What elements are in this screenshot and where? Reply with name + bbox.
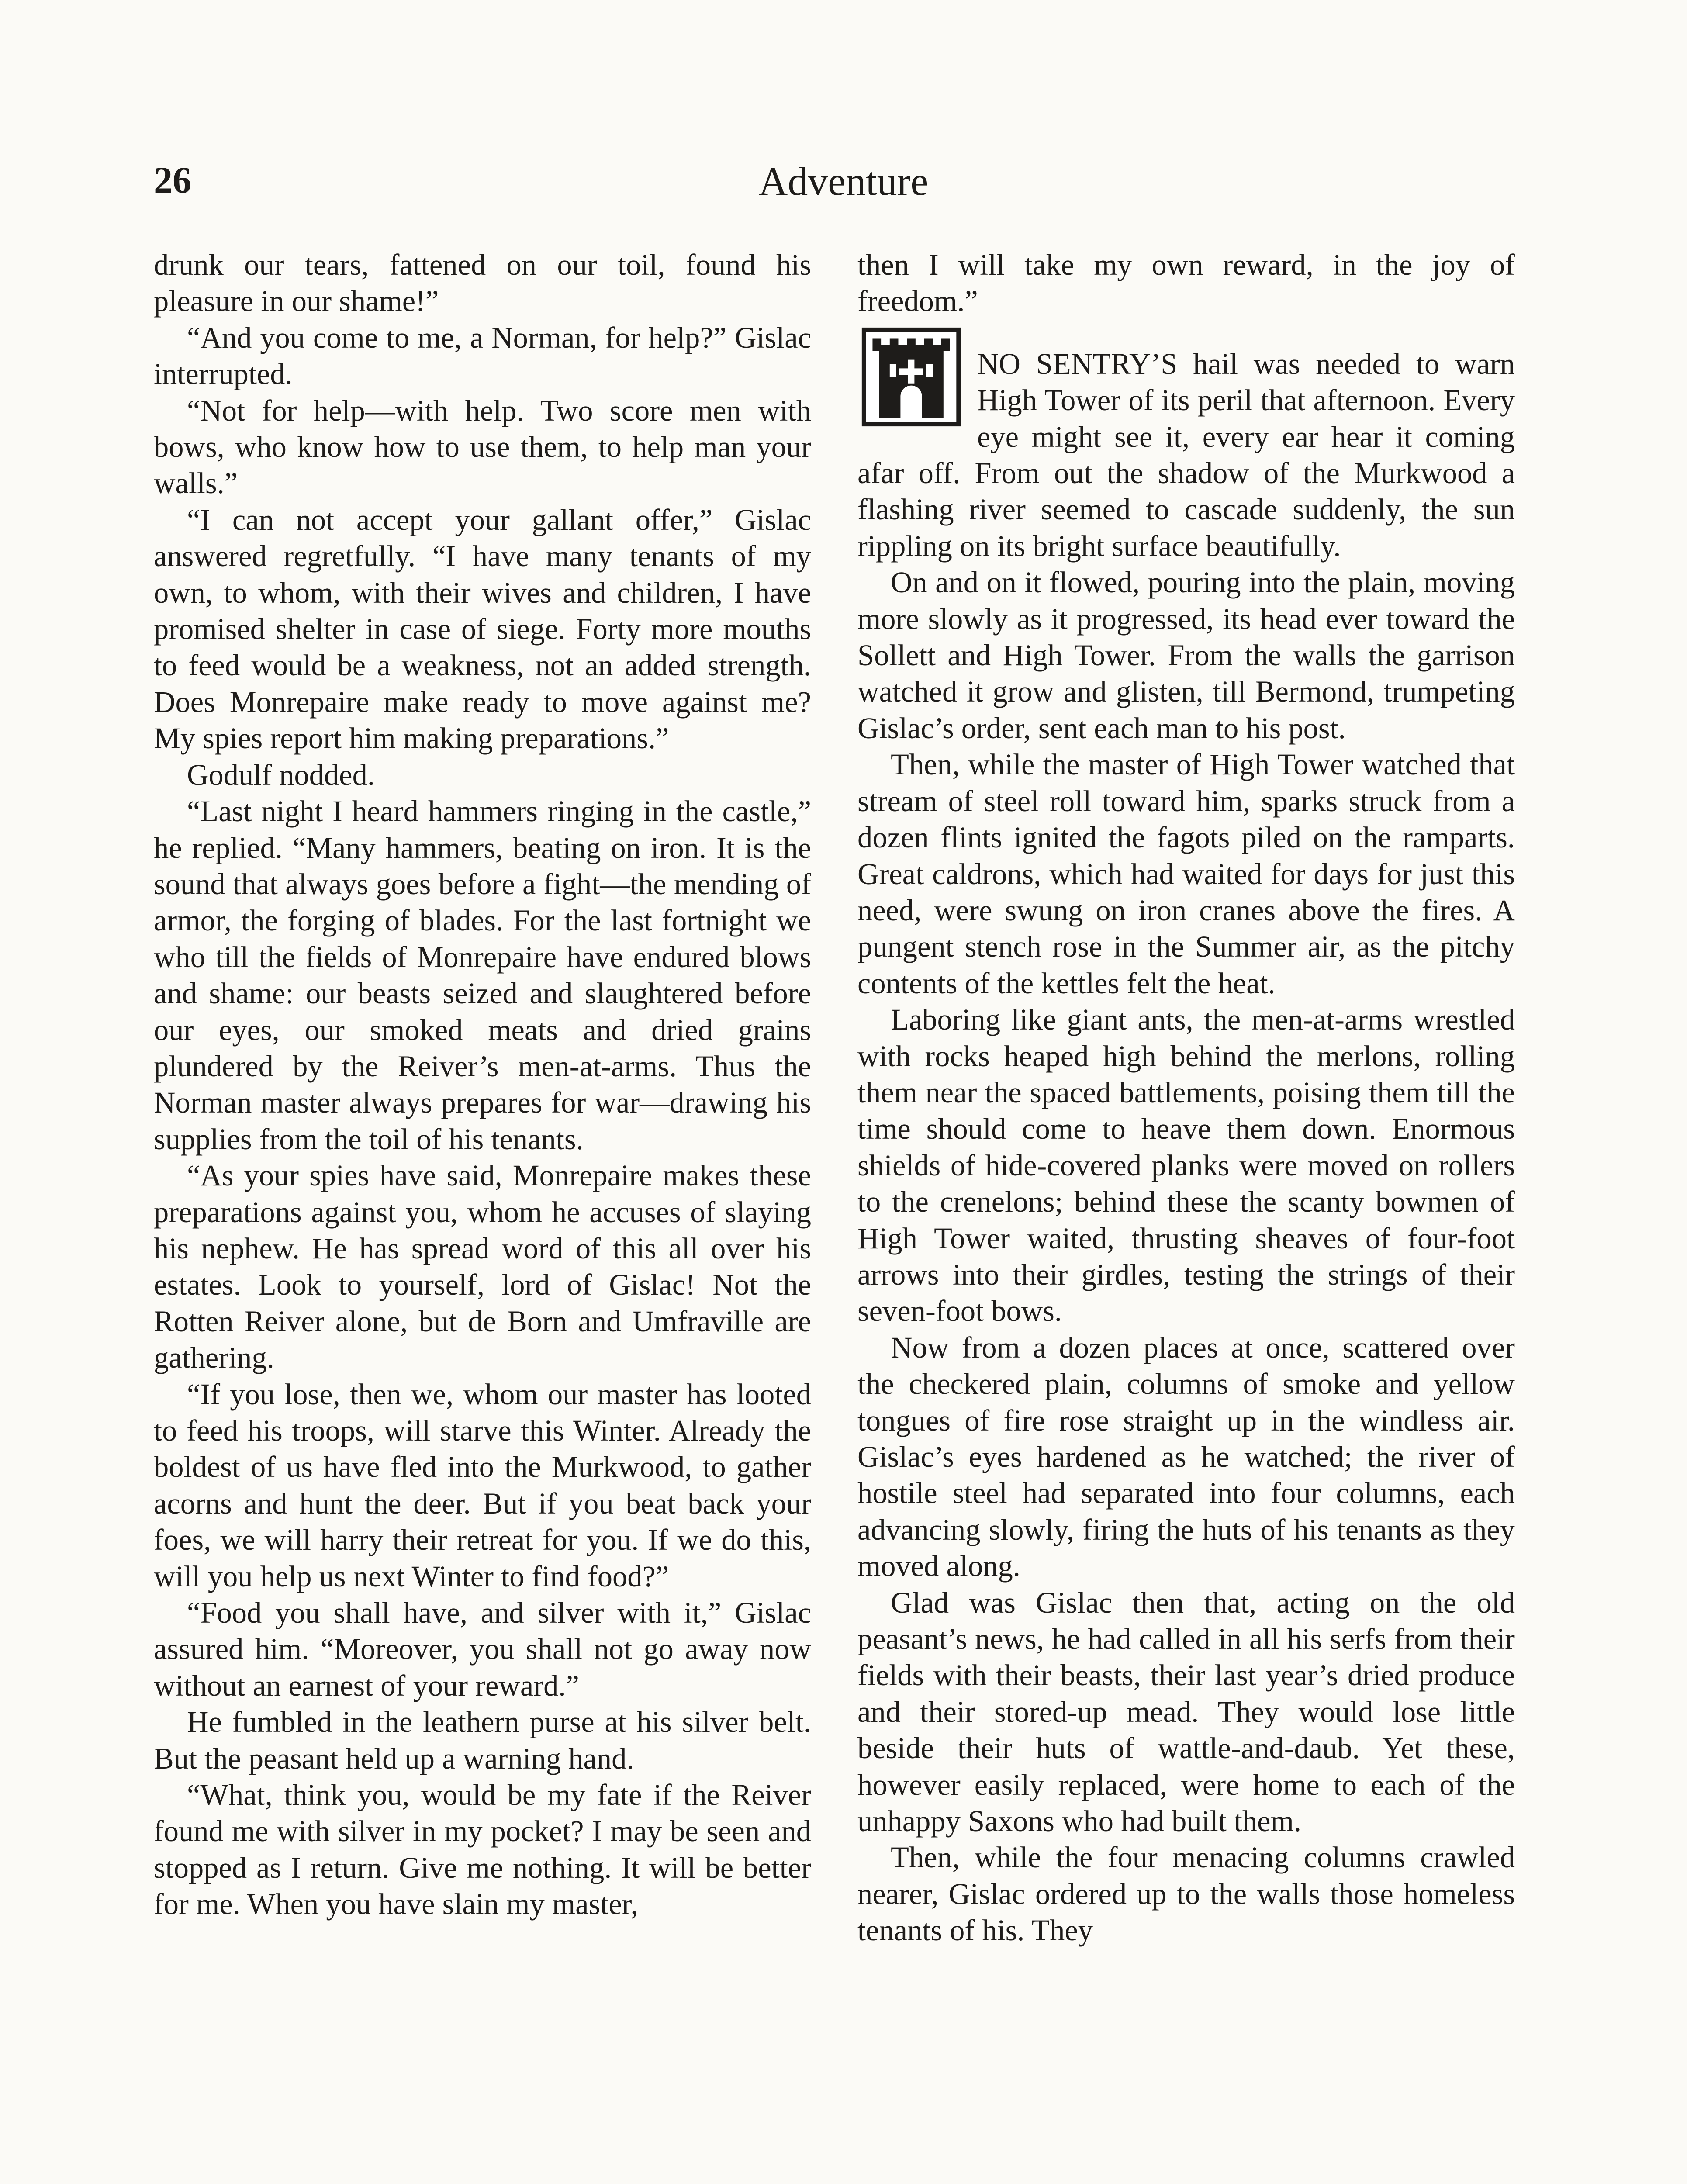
paragraph: “I can not accept your gallant offer,” Gislac answered regretfully. “I have many tenants of my own, to whom, with their wives and children, I have promised shelter in case of siege. Forty more mouths to feed would be a weakness, not an added strength. Does Monrepaire make ready to move against me? My spies report him making preparations.” — [154, 503, 811, 755]
left-column — [154, 247, 811, 1923]
paragraph: drunk our tears, fattened on our toil, found his pleasure in our shame!” — [154, 248, 811, 318]
paragraph: “And you come to me, a Norman, for help?” Gislac interrupted. — [154, 321, 811, 391]
paragraph: Now from a dozen places at once, scattered over the checkered plain, columns of smoke and yellow tongues of fire rose straight up in the windless air. Gislac’s eyes hardened as he watched; the river of hostile steel had separated into four columns, each advancing slowly, firing the huts of his tenants as they moved along. — [857, 1330, 1515, 1583]
paragraph: “Not for help—with help. Two score men with bows, who know how to use them, to help man your walls.” — [154, 394, 811, 500]
page-number: 26 — [154, 159, 191, 201]
right-column — [857, 247, 1515, 1949]
paragraph: then I will take my own reward, in the joy of freedom.” — [857, 248, 1515, 318]
paragraph: “What, think you, would be my fate if the Reiver found me with silver in my pocket? I may be seen and stopped as I return. Give me nothing. It will be better for me. When you have slain my master, — [154, 1778, 811, 1921]
magazine-title: Adventure — [758, 159, 929, 204]
paragraph: Then, while the four menacing columns crawled nearer, Gislac ordered up to the walls those homeless tenants of his. They — [857, 1841, 1515, 1947]
paragraph: “If you lose, then we, whom our master has looted to feed his troops, will starve this Winter. Already the boldest of us have fled into the Murkwood, to gather acorns and hunt the deer. But if you beat back your foes, we will harry their retreat for you. If we do this, will you help us next Winter to find food?” — [154, 1377, 811, 1593]
castle-tower-icon — [857, 322, 965, 432]
paragraph: Glad was Gislac then that, acting on the old peasant’s news, he had called in all his serfs from their fields with their beasts, their last year’s dried produce and their stored-up mead. They would lose little beside their huts of wattle-and-daub. Yet these, however easily replaced, were home to each of the unhappy Saxons who had built them. — [857, 1586, 1515, 1838]
paragraph: “Food you shall have, and silver with it,” Gislac assured him. “Moreover, you shall not go away now without an earnest of your reward.” — [154, 1596, 811, 1702]
section-opening-paragraph: NO SENTRY’S hail was needed to warn High Tower of its peril that afternoon. Every eye might see it, every ear hear it coming afar off. From out the shadow of the Murkwood a flashing river seemed to cascade suddenly, the sun rippling on its bright surface beautifully. — [857, 347, 1515, 563]
paragraph: “As your spies have said, Monrepaire makes these preparations against you, whom he accuses of slaying his nephew. He has spread word of this all over his estates. Look to yourself, lord of Gislac! Not the Rotten Reiver alone, but de Born and Umfraville are gathering. — [154, 1159, 811, 1375]
paragraph: Godulf nodded. — [187, 758, 375, 791]
paragraph: He fumbled in the leathern purse at his silver belt. But the peasant held up a warning hand. — [154, 1705, 811, 1775]
paragraph: On and on it flowed, pouring into the plain, moving more slowly as it progressed, its head ever toward the Sollett and High Tower. From the walls the garrison watched it grow and glisten, till Bermond, trumpeting Gislac’s order, sent each man to his post. — [857, 566, 1515, 745]
paragraph: Then, while the master of High Tower watched that stream of steel roll toward him, sparks struck from a dozen flints ignited the fagots piled on the ramparts. Great caldrons, which had waited for days for just this need, were swung on iron cranes above the fires. A pungent stench rose in the Summer air, as the pitchy contents of the kettles felt the heat. — [857, 748, 1515, 1000]
paragraph: Laboring like giant ants, the men-at-arms wrestled with rocks heaped high behind the merlons, rolling them near the spaced battlements, poising them till the time should come to heave them down. Enormous shields of hide-covered planks were moved on rollers to the crenelons; behind these the scanty bowmen of High Tower waited, thrusting sheaves of four-foot arrows into their girdles, testing the strings of their seven-foot bows. — [857, 1003, 1515, 1328]
paragraph: “Last night I heard hammers ringing in the castle,” he replied. “Many hammers, beating on iron. It is the sound that always goes before a fight—the mending of armor, the forging of blades. For the last fortnight we who till the fields of Monrepaire have endured blows and shame: our beasts seized and slaughtered before our eyes, our smoked meats and dried grains plundered by the Reiver’s men-at-arms. Thus the Norman master always prepares for war—drawing his supplies from the toil of his tenants. — [154, 795, 811, 1156]
